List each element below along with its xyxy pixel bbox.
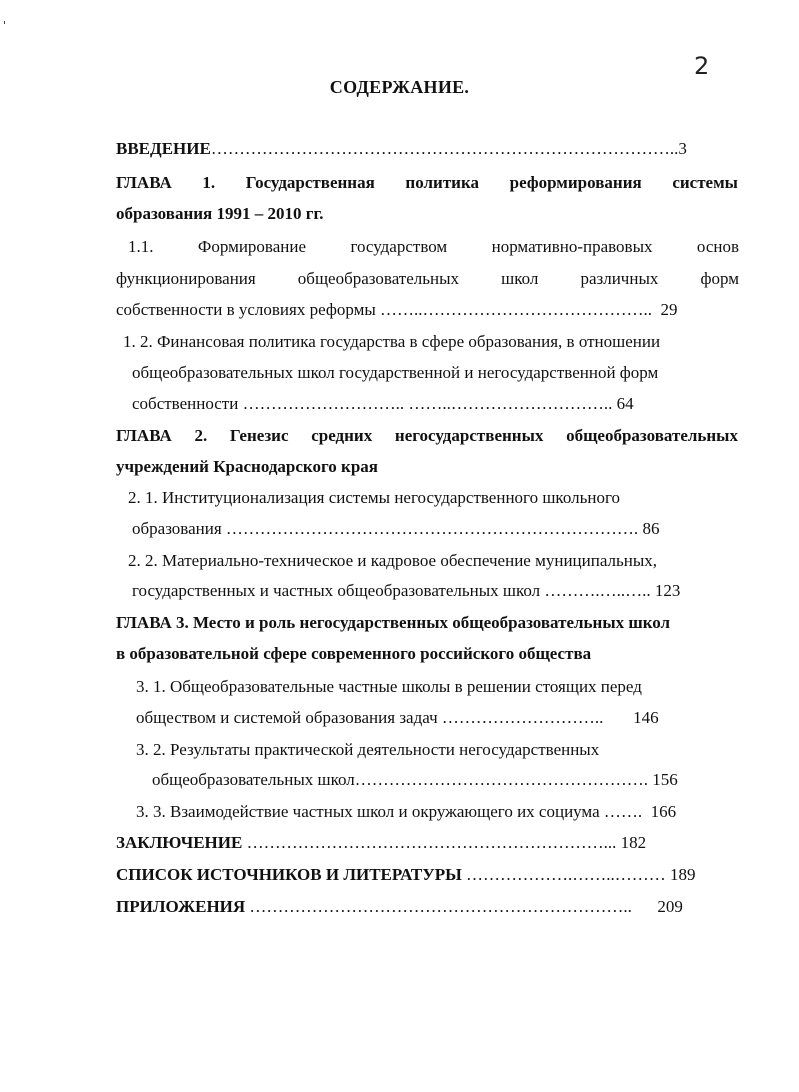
toc-entry-sources [116,864,696,886]
toc-text-fragment: общеобразовательных [566,426,738,445]
page-title: СОДЕРЖАНИЕ. [329,77,470,97]
toc-text-fragment: обществом и системой образования задач ……………………….. [136,708,604,727]
chapter-2-heading-line2: учреждений Краснодарского края [116,457,378,476]
toc-entry-conclusion [116,832,646,854]
section-1-2-line1: 1. 2. Финансовая политика государства в сфере образования, в отношении [123,332,661,351]
toc-leader: ………………………………………………………... [246,833,617,852]
section-1-1-line1 [128,236,739,258]
toc-text-fragment: Формирование [197,237,307,256]
toc-text-fragment: средних [311,426,373,445]
section-2-1-line2 [132,518,659,540]
toc-entry-introduction [116,138,687,160]
toc-text-fragment: школ [501,269,539,288]
toc-text-fragment: различных [580,269,659,288]
toc-text-fragment: общеобразовательных школ……………………………………………. [152,770,648,789]
toc-text-fragment: политика [405,173,480,192]
toc-text-fragment: ГЛАВА [116,426,172,445]
chapter-3-heading-line2: в образовательной сфере современного российского общества [116,644,592,663]
toc-page-number: 182 [620,833,647,852]
toc-leader: ……………….……..……… [466,865,666,884]
toc-leader: ……………………………………………………………………….. [210,139,679,158]
chapter-1-heading-line1 [116,172,738,194]
toc-text-fragment: форм [700,269,739,288]
toc-text-fragment: собственности в условиях реформы ……..………………………………….. [116,300,653,319]
toc-entry-appendix [116,896,683,918]
toc-text-fragment: нормативно-правовых [491,237,653,256]
section-3-1-line1: 3. 1. Общеобразовательные частные школы в решении стоящих перед [136,677,642,696]
toc-entry-label: ВВЕДЕНИЕ [116,139,211,158]
section-3-2-line1: 3. 2. Результаты практической деятельности негосударственных [136,740,600,759]
toc-page-number: 123 [654,581,681,600]
section-1-1-line3 [116,299,678,321]
toc-entry-label: ПРИЛОЖЕНИЯ [116,897,246,916]
toc-text-fragment: системы [672,173,738,192]
section-3-2-line2 [152,769,678,791]
toc-page-number: 189 [670,865,696,884]
toc-text-fragment: общеобразовательных [297,269,460,288]
toc-text-fragment: реформирования [509,173,642,192]
toc-text-fragment: основ [696,237,739,256]
toc-page-number: 156 [652,770,678,789]
toc-text-fragment: 3. 3. Взаимодействие частных школ и окружающего их социума ……. [136,802,643,821]
toc-page-number: 64 [616,394,634,413]
toc-page-number: 146 [633,708,659,727]
chapter-1-heading-line2: образования 1991 – 2010 гг. [116,204,324,223]
toc-text-fragment: образования ………………………………………………………………. [132,519,639,538]
toc-text-fragment: Генезис [229,426,289,445]
chapter-2-heading-line1 [116,425,738,447]
section-2-1-line1: 2. 1. Институционализация системы негосударственного школьного [128,488,620,507]
toc-entry-label: ЗАКЛЮЧЕНИЕ [116,833,243,852]
toc-text-fragment: 1.1. [128,237,154,256]
toc-entry-label: СПИСОК ИСТОЧНИКОВ И ЛИТЕРАТУРЫ [116,865,462,884]
toc-text-fragment: 1. [202,173,216,192]
toc-leader: ………………………………………………………….. [249,897,632,916]
toc-page-number: 86 [642,519,660,538]
section-2-2-line1: 2. 2. Материально-техническое и кадровое обеспечение муниципальных, [128,551,658,570]
toc-text-fragment: функционирования [116,269,256,288]
toc-text-fragment: собственности ……………………….. ……..……………………….. [132,394,613,413]
section-1-1-line2 [116,268,739,290]
chapter-3-heading-line1: ГЛАВА 3. Место и роль негосударственных общеобразовательных школ [116,613,671,632]
toc-text-fragment: 2. [194,426,208,445]
section-2-2-line2 [132,580,680,602]
section-3-1-line2 [136,707,659,729]
toc-page-number: 3 [678,139,687,158]
toc-text-fragment: Государственная [245,173,375,192]
handwritten-page-mark: 2 [694,52,710,80]
toc-text-fragment: ГЛАВА [116,173,172,192]
toc-text-fragment: государственных и частных общеобразовательных школ ……….…..….. [132,581,651,600]
section-1-2-line2: общеобразовательных школ государственной и негосударственной форм [132,363,659,382]
toc-page-number: 166 [650,802,677,821]
toc-page-number: 209 [657,897,683,916]
toc-text-fragment: негосударственных [394,426,544,445]
section-3-3-line1 [136,801,676,823]
scan-speck [4,21,5,24]
toc-text-fragment: государством [350,237,448,256]
section-1-2-line3 [132,393,634,415]
toc-page-number: 29 [660,300,678,319]
